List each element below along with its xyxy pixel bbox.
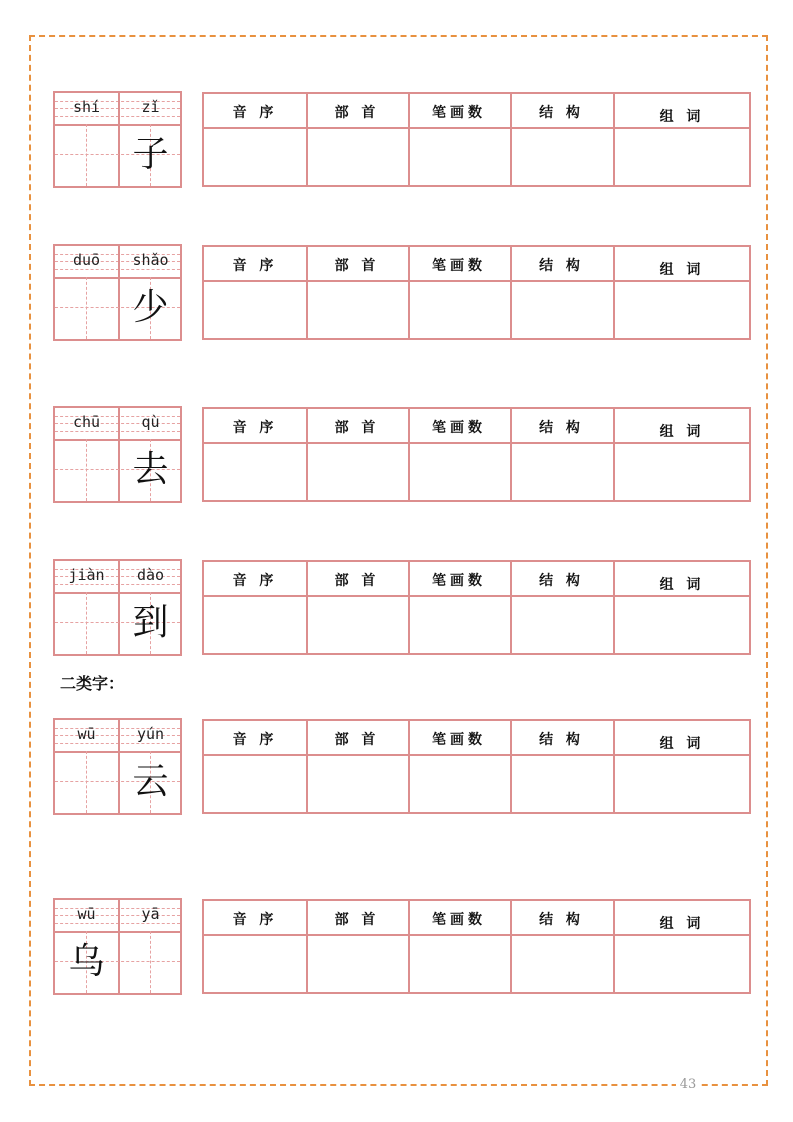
character-writing-box [53,406,182,503]
header-bushou: 部 首 [334,258,380,274]
header-bushou: 部 首 [334,573,380,589]
hanzi-character: 少 [132,287,169,328]
bushou-cell[interactable] [308,283,406,337]
jiegou-cell[interactable] [512,598,611,652]
hanzi-character: 乌 [68,941,105,982]
header-yinxu: 音 序 [232,258,278,274]
hanzi-character: 云 [132,761,169,802]
bihuashu-cell[interactable] [410,598,508,652]
character-entry [53,406,751,504]
character-writing-box [53,559,182,656]
bushou-cell[interactable] [308,937,406,991]
yinxu-cell[interactable] [206,757,304,811]
header-bihuashu: 笔画数 [432,732,486,748]
header-bihuashu: 笔画数 [432,105,486,121]
header-jiegou: 结 构 [539,912,584,928]
character-entry [53,718,751,816]
character-info-table [202,560,751,655]
bihuashu-cell[interactable] [410,445,508,499]
header-zuci: 组 词 [659,109,705,125]
pinyin-text: zǐ [141,98,160,116]
jiegou-cell[interactable] [512,937,611,991]
character-info-table [202,719,751,814]
zuci-cell[interactable] [615,757,749,811]
header-zuci: 组 词 [659,424,705,440]
bihuashu-cell[interactable] [410,757,508,811]
bushou-cell[interactable] [308,757,406,811]
character-writing-box [53,91,182,188]
header-zuci: 组 词 [659,736,705,752]
header-bihuashu: 笔画数 [432,420,486,436]
bushou-cell[interactable] [308,130,406,184]
header-jiegou: 结 构 [539,258,584,274]
yinxu-cell[interactable] [206,283,304,337]
pinyin-text: wū [77,725,96,743]
pinyin-text: shǎo [132,251,169,269]
bushou-cell[interactable] [308,598,406,652]
header-jiegou: 结 构 [539,105,584,121]
pinyin-text: chū [72,413,101,431]
header-yinxu: 音 序 [232,573,278,589]
pinyin-text: jiàn [68,566,105,584]
yinxu-cell[interactable] [206,130,304,184]
character-writing-box [53,898,182,995]
zuci-cell[interactable] [615,130,749,184]
header-bushou: 部 首 [334,732,380,748]
header-yinxu: 音 序 [232,105,278,121]
yinxu-cell[interactable] [206,937,304,991]
header-zuci: 组 词 [659,262,705,278]
character-writing-box [53,244,182,341]
header-bihuashu: 笔画数 [432,912,486,928]
header-jiegou: 结 构 [539,420,584,436]
pinyin-text: shí [72,98,101,116]
section-label: 二类字： [60,674,125,693]
header-bihuashu: 笔画数 [432,573,486,589]
bushou-cell[interactable] [308,445,406,499]
jiegou-cell[interactable] [512,283,611,337]
header-bushou: 部 首 [334,420,380,436]
bihuashu-cell[interactable] [410,937,508,991]
jiegou-cell[interactable] [512,757,611,811]
hanzi-character: 到 [132,602,169,643]
zuci-cell[interactable] [615,598,749,652]
character-entry [53,244,751,342]
character-info-table [202,407,751,502]
character-info-table [202,245,751,340]
header-bihuashu: 笔画数 [432,258,486,274]
jiegou-cell[interactable] [512,445,611,499]
header-yinxu: 音 序 [232,912,278,928]
pinyin-text: yā [141,905,160,923]
character-info-table [202,92,751,187]
header-bushou: 部 首 [334,105,380,121]
yinxu-cell[interactable] [206,598,304,652]
character-info-table [202,899,751,994]
character-entry [53,91,751,189]
zuci-cell[interactable] [615,937,749,991]
pinyin-text: yún [136,725,165,743]
hanzi-character: 去 [132,449,169,490]
pinyin-text: duō [72,251,101,269]
header-jiegou: 结 构 [539,732,584,748]
header-jiegou: 结 构 [539,573,584,589]
header-yinxu: 音 序 [232,732,278,748]
character-entry [53,559,751,657]
hanzi-character: 子 [132,134,169,175]
header-bushou: 部 首 [334,912,380,928]
pinyin-text: qù [141,413,160,431]
yinxu-cell[interactable] [206,445,304,499]
header-zuci: 组 词 [659,916,705,932]
zuci-cell[interactable] [615,445,749,499]
pinyin-text: wū [77,905,96,923]
zuci-cell[interactable] [615,283,749,337]
header-zuci: 组 词 [659,577,705,593]
pinyin-text: dào [136,566,165,584]
jiegou-cell[interactable] [512,130,611,184]
bihuashu-cell[interactable] [410,130,508,184]
character-entry [53,898,751,996]
page-number: 43 [676,1076,700,1094]
bihuashu-cell[interactable] [410,283,508,337]
header-yinxu: 音 序 [232,420,278,436]
character-writing-box [53,718,182,815]
